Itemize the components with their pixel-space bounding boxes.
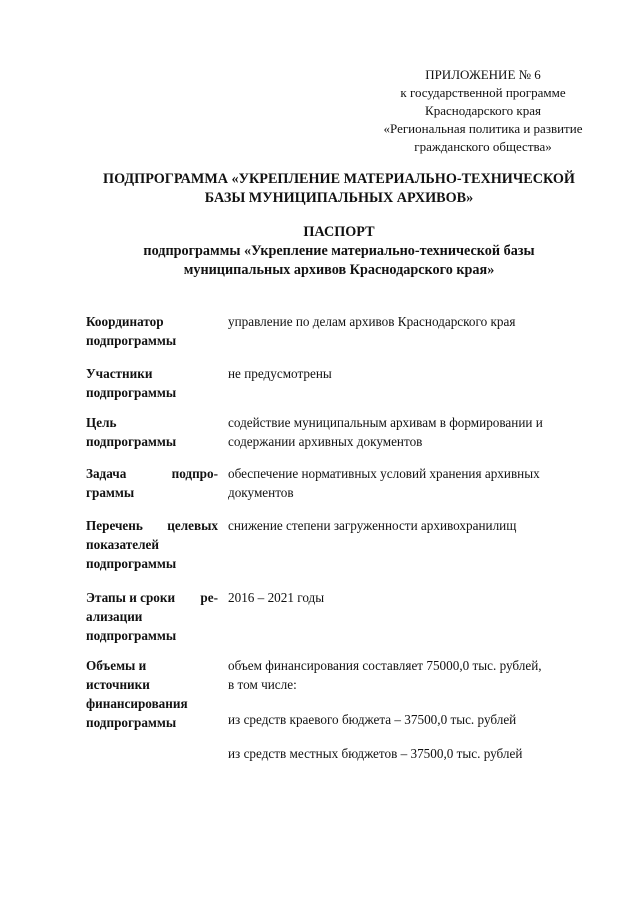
row-label-line: подпрограммы xyxy=(86,628,177,643)
row-label-line: финансирования xyxy=(86,696,188,711)
row-label-line xyxy=(86,516,218,535)
passport-heading-block xyxy=(60,223,618,280)
appendix-number: ПРИЛОЖЕНИЕ № 6 xyxy=(425,67,541,82)
row-label-line: Участники xyxy=(86,366,153,381)
passport-subtitle-line: подпрограммы «Укрепление материально-технической базы xyxy=(143,243,535,259)
row-value-line: 2016 – 2021 годы xyxy=(228,590,325,605)
row-label xyxy=(86,364,218,402)
row-value xyxy=(228,312,598,331)
funding-including-line: в том числе: xyxy=(228,677,297,692)
funding-total-line: объем финансирования составляет 75000,0 тыс. рублей, xyxy=(228,658,542,673)
row-value-line: содержании архивных документов xyxy=(228,434,423,449)
row-value-line: снижение степени загруженности архивохранилищ xyxy=(228,518,517,533)
row-value-line xyxy=(228,413,598,432)
row-label xyxy=(86,588,218,645)
row-label-line: Цель xyxy=(86,415,117,430)
row-label-line: подпрограммы xyxy=(86,715,177,730)
passport-heading: ПАСПОРТ xyxy=(303,224,375,240)
row-value xyxy=(228,413,598,451)
row-label-word: целевых xyxy=(167,518,218,533)
row-label-word: Перечень xyxy=(86,518,143,533)
subprogram-title xyxy=(60,170,618,208)
row-value xyxy=(228,364,598,383)
row-value xyxy=(228,588,598,607)
row-label-line xyxy=(86,588,218,607)
row-label-line: подпрограммы xyxy=(86,434,177,449)
appendix-ref-line: к государственной программе xyxy=(400,85,566,100)
appendix-block xyxy=(360,66,606,156)
row-value-line: не предусмотрены xyxy=(228,366,332,381)
row-value xyxy=(228,516,598,535)
funding-local-budget-line: из средств местных бюджетов – 37500,0 тыс. рублей xyxy=(228,746,523,761)
appendix-program-name-line: «Региональная политика и развитие xyxy=(383,121,583,136)
row-label-word: подпро- xyxy=(171,466,218,481)
appendix-region-line: Краснодарского края xyxy=(425,103,541,118)
row-label xyxy=(86,312,218,350)
subprogram-title-line: ПОДПРОГРАММА «УКРЕПЛЕНИЕ МАТЕРИАЛЬНО-ТЕХНИЧЕСКОЙ xyxy=(103,171,575,187)
appendix-program-name-line: гражданского общества» xyxy=(414,139,552,154)
subprogram-title-line: БАЗЫ МУНИЦИПАЛЬНЫХ АРХИВОВ» xyxy=(204,190,474,206)
row-label-line: ализации xyxy=(86,609,143,624)
row-label-line: показателей xyxy=(86,537,159,552)
row-label-word: Этапы и сроки xyxy=(86,590,176,605)
row-value-line: документов xyxy=(228,485,294,500)
row-value-line: обеспечение нормативных условий хранения архивных xyxy=(228,466,540,481)
funding-regional-budget-line: из средств краевого бюджета – 37500,0 тыс. рублей xyxy=(228,712,517,727)
row-value xyxy=(228,464,598,502)
row-value-text: содействие муниципальным архивам в формировании и xyxy=(228,415,543,430)
row-label xyxy=(86,516,218,573)
row-label-line: подпрограммы xyxy=(86,556,177,571)
row-label-line: Координатор xyxy=(86,314,164,329)
row-label-line xyxy=(86,464,218,483)
row-label-line: подпрограммы xyxy=(86,385,177,400)
passport-subtitle-line: муниципальных архивов Краснодарского края» xyxy=(183,262,495,278)
row-label xyxy=(86,656,218,732)
row-value-line: управление по делам архивов Краснодарского края xyxy=(228,314,516,329)
row-label xyxy=(86,464,218,502)
row-label-line: граммы xyxy=(86,485,135,500)
row-label-line: подпрограммы xyxy=(86,333,177,348)
row-label-line: источники xyxy=(86,677,150,692)
row-label-line: Объемы и xyxy=(86,658,147,673)
row-label xyxy=(86,413,218,451)
row-label-word: Задача xyxy=(86,466,127,481)
row-value xyxy=(228,656,598,766)
row-label-word: ре- xyxy=(200,590,218,605)
